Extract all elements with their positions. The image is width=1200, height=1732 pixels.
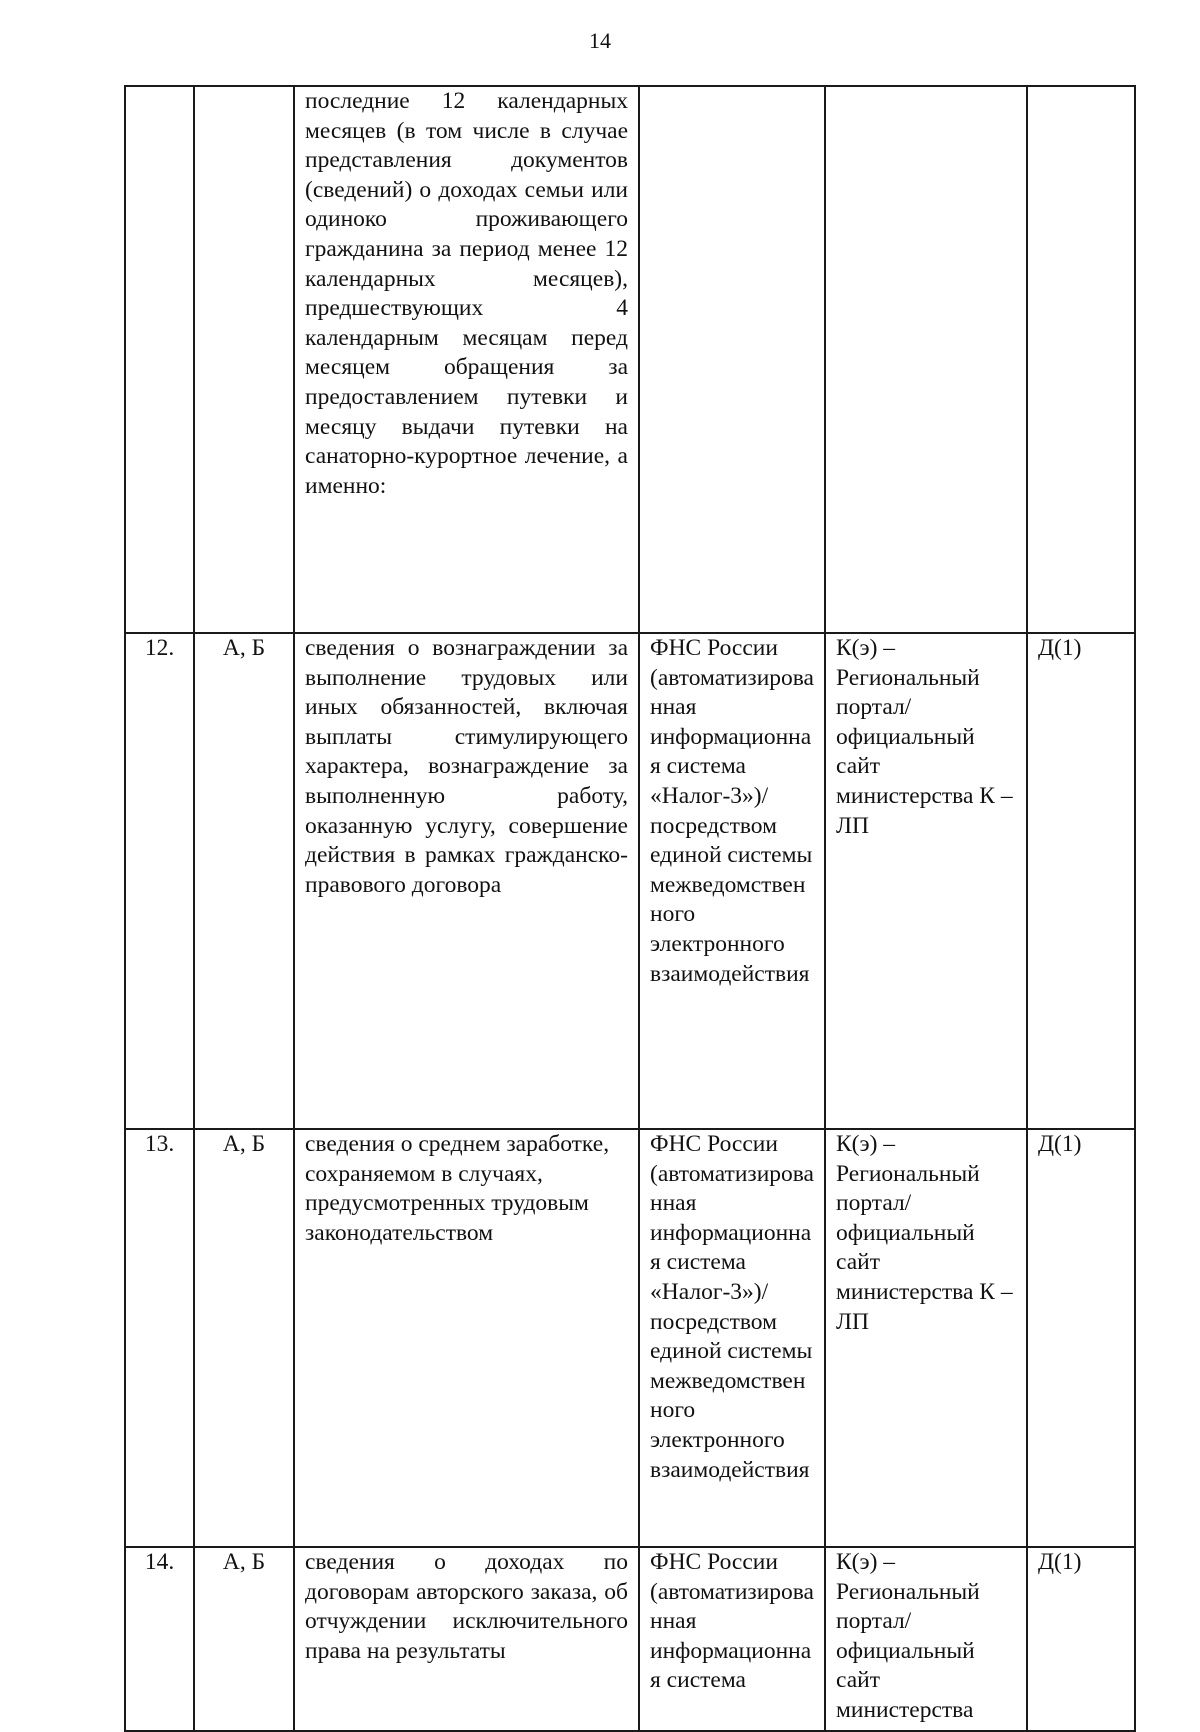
row-description: сведения о среднем заработке, сохраняемом в случаях, предусмотренных трудовым законодательством xyxy=(294,1129,639,1547)
row-channel: К(э) – Региональный портал/официальный сайт министерства К – ЛП xyxy=(825,1129,1027,1547)
row-description: последние 12 календарных месяцев (в том числе в случае представления документов (сведений) о доходах семьи или одиноко проживающего гражданина за период менее 12 календарных месяцев), предшествующих 4 календарным месяцам перед месяцем обращения за предоставлением путевки и месяцу выдачи путевки на санаторно-курортное лечение, а именно: xyxy=(294,86,639,633)
row-source: ФНС России (автоматизированная информационная система «Налог-3»)/посредством единой системы межведомственного электронного взаимодействия xyxy=(639,633,825,1129)
row-channel xyxy=(825,86,1027,633)
table-row xyxy=(125,1129,1135,1547)
row-channel: К(э) – Региональный портал/официальный сайт министерства К – ЛП xyxy=(825,633,1027,1129)
row-categories: А, Б xyxy=(194,1129,294,1547)
row-source xyxy=(639,86,825,633)
row-code xyxy=(1027,86,1135,633)
documents-table xyxy=(124,85,1136,1732)
page-number: 14 xyxy=(589,28,611,53)
table-row xyxy=(125,633,1135,1129)
row-code: Д(1) xyxy=(1027,1547,1135,1731)
row-categories: А, Б xyxy=(194,1547,294,1731)
row-number xyxy=(125,86,194,633)
row-code: Д(1) xyxy=(1027,1129,1135,1547)
row-source: ФНС России (автоматизированная информационная система xyxy=(639,1547,825,1731)
row-categories xyxy=(194,86,294,633)
row-source: ФНС России (автоматизированная информационная система «Налог-3»)/посредством единой системы межведомственного электронного взаимодействия xyxy=(639,1129,825,1547)
row-channel: К(э) – Региональный портал/официальный сайт министерства xyxy=(825,1547,1027,1731)
row-categories: А, Б xyxy=(194,633,294,1129)
table-row xyxy=(125,86,1135,633)
row-number: 13. xyxy=(125,1129,194,1547)
row-description: сведения о вознаграждении за выполнение трудовых или иных обязанностей, включая выплаты стимулирующего характера, вознаграждение за выполненную работу, оказанную услугу, совершение действия в рамках гражданско-правового договора xyxy=(294,633,639,1129)
table-row xyxy=(125,1547,1135,1731)
row-code: Д(1) xyxy=(1027,633,1135,1129)
row-description: сведения о доходах по договорам авторского заказа, об отчуждении исключительного права на результаты xyxy=(294,1547,639,1731)
row-number: 12. xyxy=(125,633,194,1129)
row-number: 14. xyxy=(125,1547,194,1731)
